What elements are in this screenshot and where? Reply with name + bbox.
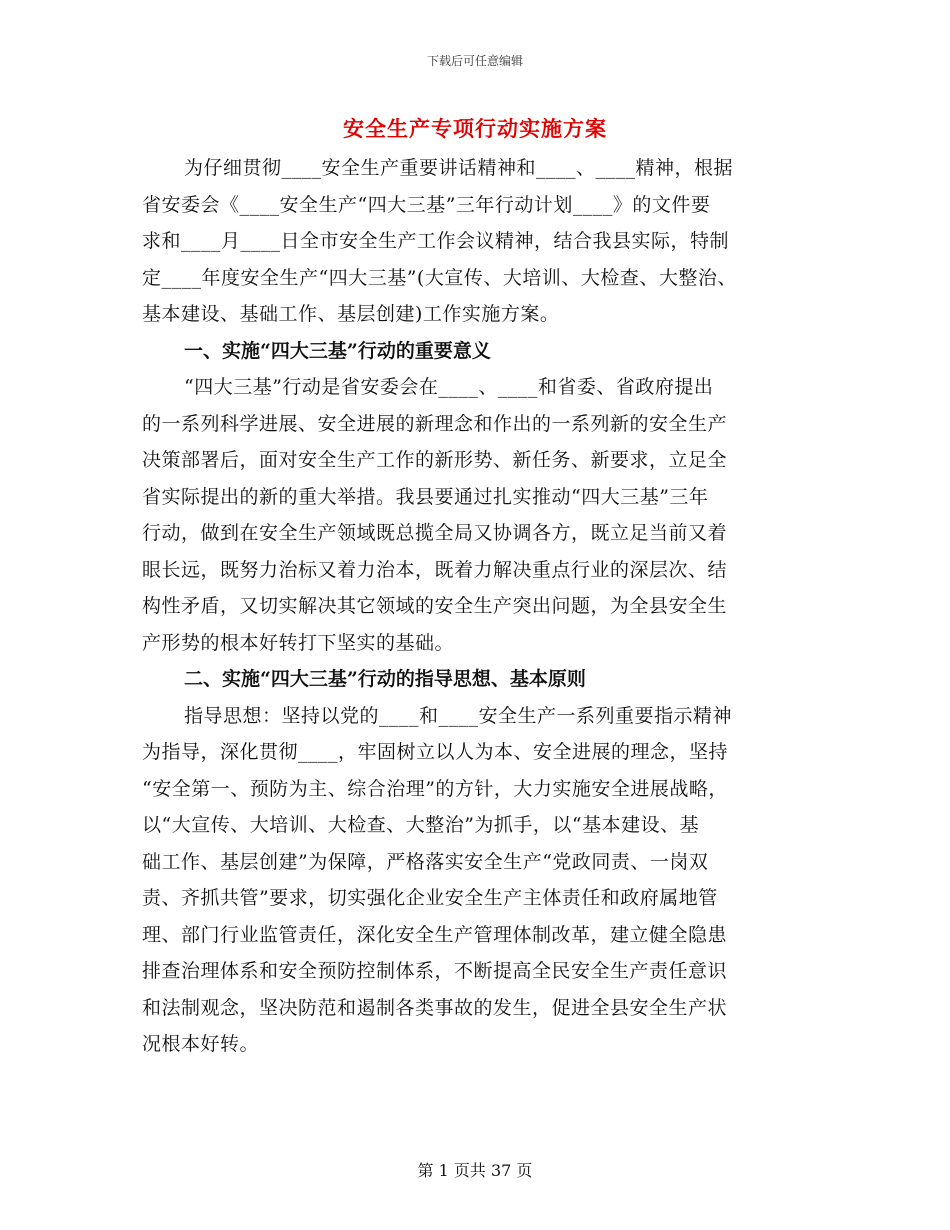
section-2-line: 责、齐抓共管”要求，切实强化企业安全生产主体责任和政府属地管	[142, 887, 718, 909]
section-2-heading: 二、实施“四大三基”行动的指导思想、基本原则	[184, 668, 586, 690]
section-2-line: 础工作、基层创建”为保障，严格落实安全生产“党政同责、一岗双	[142, 850, 709, 873]
section-2-line: 排查治理体系和安全预防控制体系，不断提高全民安全生产责任意识	[142, 960, 728, 982]
intro-line: 省安委会《____安全生产“四大三基”三年行动计划____》的文件要	[142, 193, 711, 216]
section-1-heading: 一、实施“四大三基”行动的重要意义	[184, 339, 491, 362]
section-1-line: “四大三基”行动是省安委会在____、____和省委、省政府提出	[184, 376, 714, 398]
document-body	[142, 150, 822, 1063]
section-1-line: 眼长远，既努力治标又着力治本，既着力解决重点行业的深层次、结	[142, 558, 728, 581]
section-2-line: 况根本好转。	[142, 1033, 260, 1055]
section-1-line: 的一系列科学进展、安全进展的新理念和作出的一系列新的安全生产	[142, 412, 728, 435]
section-1-line: 产形势的根本好转打下坚实的基础。	[142, 631, 455, 654]
section-1-line: 省实际提出的新的重大举措。我县要通过扎实推动“四大三基”三年	[142, 485, 709, 508]
section-2-line: “安全第一、预防为主、综合治理”的方针，大力实施安全进展战略，	[142, 777, 728, 800]
section-2-line: 以“大宣传、大培训、大检查、大整治”为抓手，以“基本建设、基	[142, 814, 700, 836]
section-1-line: 行动，做到在安全生产领域既总揽全局又协调各方，既立足当前又着	[142, 522, 728, 544]
page-number: 第 1 页共 37 页	[417, 1161, 533, 1180]
section-1-line: 决策部署后，面对安全生产工作的新形势、新任务、新要求，立足全	[142, 449, 728, 471]
document-title: 安全生产专项行动实施方案	[343, 116, 607, 141]
section-2-line: 指导思想：坚持以党的____和____安全生产一系列重要指示精神	[184, 704, 733, 727]
intro-line: 求和____月____日全市安全生产工作会议精神，结合我县实际，特制	[142, 230, 730, 252]
section-2-line: 理、部门行业监管责任，深化安全生产管理体制改革，建立健全隐患	[142, 923, 728, 946]
section-1-line: 构性矛盾，又切实解决其它领域的安全生产突出问题，为全县安全生	[142, 595, 728, 617]
section-2-line: 为指导，深化贯彻____，牢固树立以人为本、安全进展的理念，坚持	[142, 741, 729, 763]
intro-line: 基本建设、基础工作、基层创建)工作实施方案。	[142, 303, 560, 325]
section-2-line: 和法制观念，坚决防范和遏制各类事故的发生，促进全县安全生产状	[142, 996, 728, 1019]
page-header-note: 下载后可任意编辑	[426, 54, 523, 68]
intro-line: 定____年度安全生产“四大三基”(大宣传、大培训、大检查、大整治、	[142, 266, 737, 289]
intro-line: 为仔细贯彻____安全生产重要讲话精神和____、____精神，根据	[184, 157, 734, 179]
